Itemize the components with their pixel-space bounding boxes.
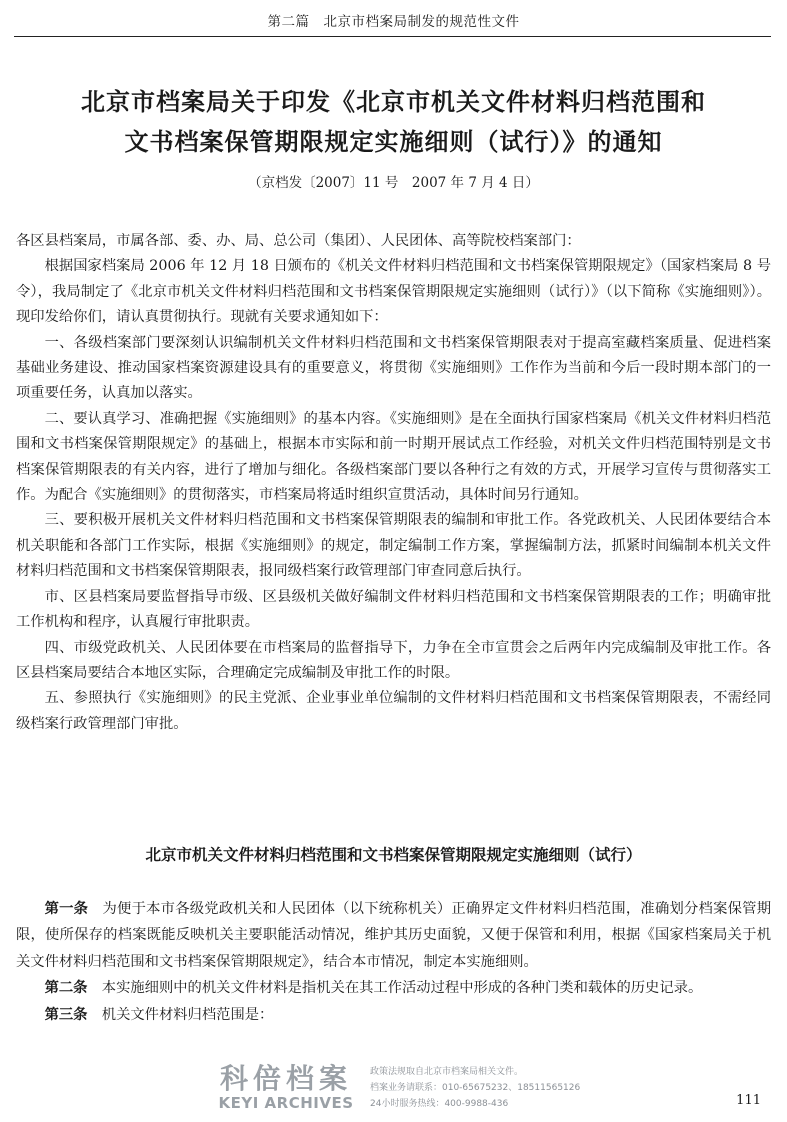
rules-title: 北京市机关文件材料归档范围和文书档案保管期限规定实施细则（试行） (145, 846, 642, 864)
page-number: 111 (736, 1093, 761, 1108)
article-label: 第二条 (44, 980, 88, 997)
notice-title (0, 82, 787, 162)
watermark-line-2: 档案业务请联系：010-65675232、18511565126 (370, 1083, 581, 1093)
notice-title-line-1: 北京市档案局关于印发《北京市机关文件材料归档范围和 (81, 88, 706, 116)
notice-title-line-2: 文书档案保管期限规定实施细则（试行）》的通知 (124, 128, 663, 156)
paragraph-item-2: 二、要认真学习、准确把握《实施细则》的基本内容。《实施细则》是在全面执行国家档案局《机关文件材料归档范围和文书档案保管期限规定》的基础上，根据本市实际和前一时期开展试点工作经验，对机关文件归档范围特别是文书档案保管期限表的有关内容，进行了增加与细化。各级档案部门要以各种行之有效的方式，开展学习宣传与贯彻落实工作。为配合《实施细则》的贯彻落实，市档案局将适时组织宣贯活动，具体时间另行通知。 (16, 410, 771, 504)
article-2 (16, 975, 771, 1001)
article-label: 第一条 (44, 901, 89, 917)
paragraph-intro: 根据国家档案局 2006 年 12 月 18 日颁布的《机关文件材料归档范围和文书档案保管期限规定》（国家档案局 8 号令），我局制定了《北京市机关文件材料归档范围和文书档案保管期限规定实施细则（试行）》（以下简称《实施细则》）。现印发给你们，请认真贯彻执行。现就有关要求通知如下： (16, 258, 771, 326)
watermark-line-1: 政策法规取自北京市档案局相关文件。 (370, 1067, 524, 1077)
watermark-contact (370, 1064, 580, 1112)
watermark-line-3: 24小时服务热线：400-9988-436 (370, 1099, 509, 1109)
watermark-logo-cn: 科倍档案 (219, 1062, 352, 1095)
paragraph-item-5: 五、参照执行《实施细则》的民主党派、企业事业单位编制的文件材料归档范围和文书档案保管期限表，不需经同级档案行政管理部门审批。 (16, 690, 771, 732)
watermark-logo-en: KEYI ARCHIVES (218, 1094, 354, 1112)
article-1 (16, 896, 771, 975)
article-label: 第三条 (44, 1006, 88, 1023)
running-header: 第二篇 北京市档案局制发的规范性文件 (267, 14, 520, 30)
paragraph-item-1: 一、各级档案部门要深刻认识编制机关文件材料归档范围和文书档案保管期限表对于提高室藏档案质量、促进档案基础业务建设、推动国家档案资源建设具有的重要意义，将贯彻《实施细则》工作作为当前和今后一段时期本部门的一项重要任务，认真加以落实。 (16, 334, 771, 402)
watermark (206, 1056, 588, 1120)
document-number: （京档发〔2007〕11 号 2007 年 7 月 4 日） (248, 175, 539, 191)
salutation: 各区县档案局，市属各部、委、办、局、总公司（集团）、人民团体、高等院校档案部门： (16, 233, 581, 249)
article-text: 为便于本市各级党政机关和人民团体（以下统称机关）正确界定文件材料归档范围，准确划分档案保管期限，使所保存的档案既能反映机关主要职能活动情况，维护其历史面貌，又便于保管和利用，根据《国家档案局关于机关文件材料归档范围和文书档案保管期限规定》，结合本市情况，制定本实施细则。 (16, 901, 772, 970)
paragraph-item-3: 三、要积极开展机关文件材料归档范围和文书档案保管期限表的编制和审批工作。各党政机关、人民团体要结合本机关职能和各部门工作实际，根据《实施细则》的规定，制定编制工作方案，掌握编制方法，抓紧时间编制本机关文件材料归档范围和文书档案保管期限表，报同级档案行政管理部门审查同意后执行。 (16, 512, 771, 580)
watermark-logo (206, 1064, 366, 1112)
paragraph-item-4: 四、市级党政机关、人民团体要在市档案局的监督指导下，力争在全市宣贯会之后两年内完成编制及审批工作。各区县档案局要结合本地区实际，合理确定完成编制及审批工作的时限。 (16, 639, 771, 681)
article-3 (16, 1002, 771, 1028)
paragraph-item-3-supplement: 市、区县档案局要监督指导市级、区县级机关做好编制文件材料归档范围和文书档案保管期限表的工作；明确审批工作机构和程序，认真履行审批职责。 (16, 588, 771, 631)
notice-body (16, 229, 771, 737)
header-rule (14, 36, 771, 37)
article-text: 机关文件材料归档范围是： (101, 1006, 274, 1023)
rules-articles (16, 896, 771, 1028)
article-text: 本实施细则中的机关文件材料是指机关在其工作活动过程中形成的各种门类和载体的历史记录。 (101, 980, 703, 997)
